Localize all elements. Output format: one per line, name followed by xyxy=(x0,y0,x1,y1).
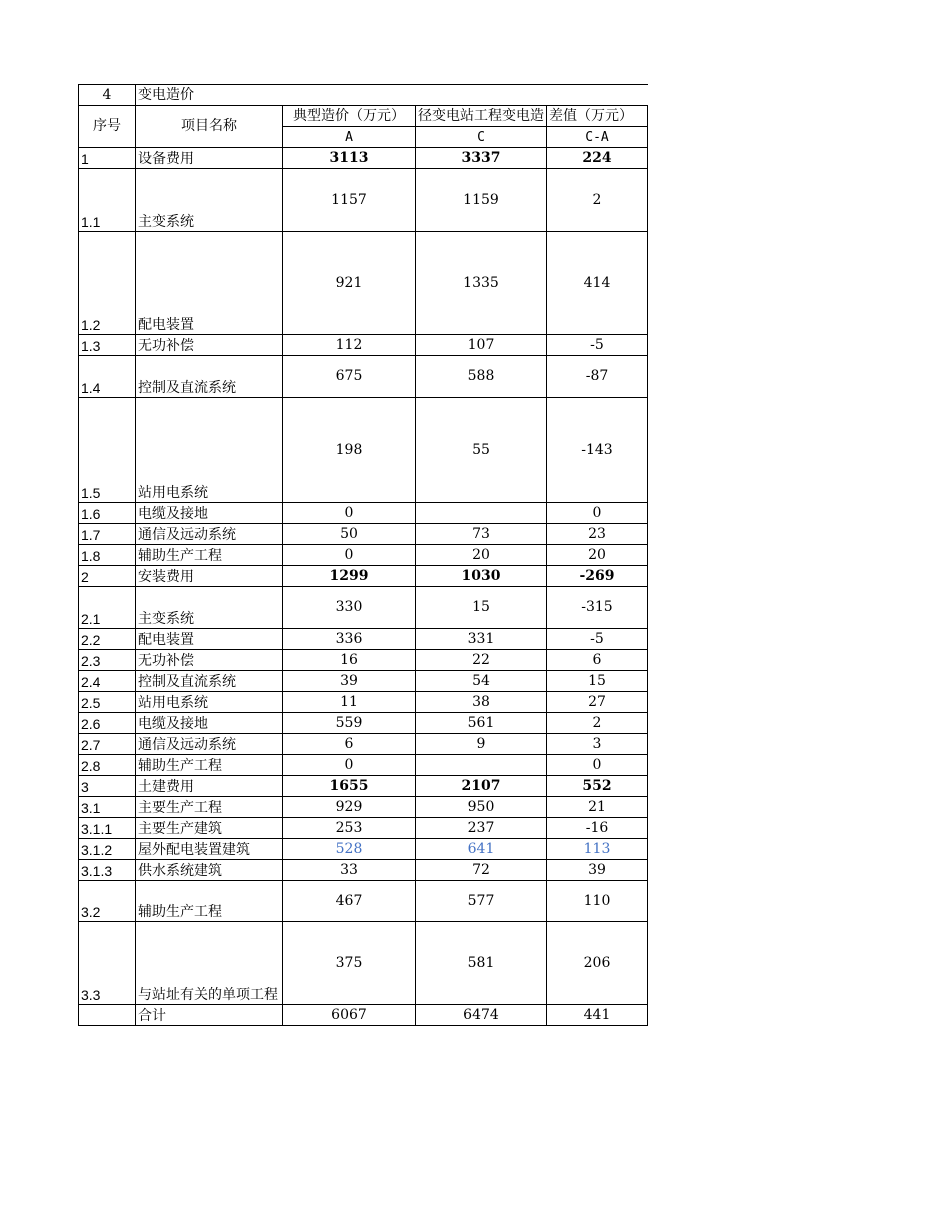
row-value-c: 1030 xyxy=(416,566,547,587)
row-seq: 2 xyxy=(79,566,136,587)
row-seq xyxy=(79,1005,136,1026)
row-value-diff: 0 xyxy=(547,503,648,524)
row-value-c: 2107 xyxy=(416,776,547,797)
row-seq: 1.1 xyxy=(79,169,136,232)
row-seq: 1.8 xyxy=(79,545,136,566)
table-row xyxy=(79,587,648,629)
row-seq: 2.5 xyxy=(79,692,136,713)
row-value-c: 581 xyxy=(416,922,547,1005)
row-value-diff: -269 xyxy=(547,566,648,587)
row-name: 电缆及接地 xyxy=(136,503,283,524)
row-value-c: 9 xyxy=(416,734,547,755)
row-name: 主变系统 xyxy=(136,587,283,629)
section-title-row xyxy=(79,85,648,106)
row-value-c: 588 xyxy=(416,356,547,398)
row-value-a: 50 xyxy=(283,524,416,545)
row-seq: 1.4 xyxy=(79,356,136,398)
row-value-diff: 21 xyxy=(547,797,648,818)
table-row xyxy=(79,671,648,692)
header-sub-diff: C-A xyxy=(547,127,648,148)
row-value-c: 3337 xyxy=(416,148,547,169)
header-seq: 序号 xyxy=(79,106,136,148)
row-value-diff: 0 xyxy=(547,755,648,776)
table-row xyxy=(79,148,648,169)
row-seq: 2.4 xyxy=(79,671,136,692)
row-name: 辅助生产工程 xyxy=(136,545,283,566)
row-seq: 1.5 xyxy=(79,398,136,503)
row-name: 主要生产工程 xyxy=(136,797,283,818)
table-row xyxy=(79,839,648,860)
row-value-a: 929 xyxy=(283,797,416,818)
row-seq: 3.1 xyxy=(79,797,136,818)
row-value-c: 6474 xyxy=(416,1005,547,1026)
section-title: 变电造价 xyxy=(136,85,283,106)
row-value-a: 16 xyxy=(283,650,416,671)
row-seq: 2.6 xyxy=(79,713,136,734)
header-col-c: 径变电站工程变电造 xyxy=(416,106,547,127)
row-value-c: 54 xyxy=(416,671,547,692)
row-seq: 3.2 xyxy=(79,881,136,922)
cost-comparison-table xyxy=(78,84,648,1026)
row-seq: 1.2 xyxy=(79,232,136,335)
table-row xyxy=(79,922,648,1005)
row-value-diff: 414 xyxy=(547,232,648,335)
row-value-c: 577 xyxy=(416,881,547,922)
row-value-c: 950 xyxy=(416,797,547,818)
row-value-c: 1159 xyxy=(416,169,547,232)
row-value-diff: -16 xyxy=(547,818,648,839)
table-row xyxy=(79,881,648,922)
table-row xyxy=(79,734,648,755)
row-name: 屋外配电装置建筑 xyxy=(136,839,283,860)
row-value-a: 198 xyxy=(283,398,416,503)
row-name: 控制及直流系统 xyxy=(136,671,283,692)
row-value-diff: 206 xyxy=(547,922,648,1005)
table-row xyxy=(79,545,648,566)
header-col-diff: 差值（万元） xyxy=(547,106,648,127)
table-row xyxy=(79,797,648,818)
row-seq: 1.7 xyxy=(79,524,136,545)
row-value-a: 1157 xyxy=(283,169,416,232)
row-name: 无功补偿 xyxy=(136,335,283,356)
row-value-diff: 552 xyxy=(547,776,648,797)
row-seq: 1.3 xyxy=(79,335,136,356)
table-row xyxy=(79,566,648,587)
row-seq: 2.7 xyxy=(79,734,136,755)
row-value-c: 561 xyxy=(416,713,547,734)
row-value-a: 0 xyxy=(283,503,416,524)
row-value-a: 0 xyxy=(283,755,416,776)
row-value-diff: -5 xyxy=(547,335,648,356)
row-value-diff: -143 xyxy=(547,398,648,503)
row-value-c: 38 xyxy=(416,692,547,713)
row-seq: 2.2 xyxy=(79,629,136,650)
row-value-c: 331 xyxy=(416,629,547,650)
header-row xyxy=(79,106,648,127)
row-value-diff: 113 xyxy=(547,839,648,860)
row-value-a: 6 xyxy=(283,734,416,755)
table-row xyxy=(79,629,648,650)
row-value-diff: 20 xyxy=(547,545,648,566)
row-seq: 2.3 xyxy=(79,650,136,671)
row-name: 配电装置 xyxy=(136,629,283,650)
row-value-a: 330 xyxy=(283,587,416,629)
row-value-diff: -315 xyxy=(547,587,648,629)
row-value-c: 15 xyxy=(416,587,547,629)
row-name: 通信及远动系统 xyxy=(136,734,283,755)
row-value-a: 375 xyxy=(283,922,416,1005)
row-name: 通信及远动系统 xyxy=(136,524,283,545)
header-col-a: 典型造价（万元） xyxy=(283,106,416,127)
row-seq: 3.3 xyxy=(79,922,136,1005)
row-value-a: 336 xyxy=(283,629,416,650)
row-name: 供水系统建筑 xyxy=(136,860,283,881)
header-sub-c: C xyxy=(416,127,547,148)
row-value-diff: 3 xyxy=(547,734,648,755)
section-number: 4 xyxy=(79,85,136,106)
row-value-a: 11 xyxy=(283,692,416,713)
row-value-c: 641 xyxy=(416,839,547,860)
table-row xyxy=(79,713,648,734)
row-name: 站用电系统 xyxy=(136,398,283,503)
row-value-diff: 39 xyxy=(547,860,648,881)
row-value-diff: 27 xyxy=(547,692,648,713)
row-value-a: 3113 xyxy=(283,148,416,169)
table-row xyxy=(79,398,648,503)
row-value-a: 467 xyxy=(283,881,416,922)
row-name: 主要生产建筑 xyxy=(136,818,283,839)
table-row xyxy=(79,1005,648,1026)
row-value-a: 1655 xyxy=(283,776,416,797)
row-value-diff: -5 xyxy=(547,629,648,650)
row-name: 控制及直流系统 xyxy=(136,356,283,398)
row-value-c xyxy=(416,755,547,776)
row-name: 设备费用 xyxy=(136,148,283,169)
row-value-c: 107 xyxy=(416,335,547,356)
row-value-c: 73 xyxy=(416,524,547,545)
header-sub-a: A xyxy=(283,127,416,148)
row-value-a: 33 xyxy=(283,860,416,881)
row-value-c: 20 xyxy=(416,545,547,566)
row-value-a: 39 xyxy=(283,671,416,692)
row-value-a: 6067 xyxy=(283,1005,416,1026)
row-seq: 3.1.1 xyxy=(79,818,136,839)
row-name: 辅助生产工程 xyxy=(136,881,283,922)
row-name: 辅助生产工程 xyxy=(136,755,283,776)
row-seq: 3.1.3 xyxy=(79,860,136,881)
row-value-a: 559 xyxy=(283,713,416,734)
row-value-diff: 2 xyxy=(547,169,648,232)
table-row xyxy=(79,232,648,335)
row-value-a: 1299 xyxy=(283,566,416,587)
row-name: 土建费用 xyxy=(136,776,283,797)
table-row xyxy=(79,692,648,713)
row-name: 站用电系统 xyxy=(136,692,283,713)
row-name: 与站址有关的单项工程 xyxy=(136,922,283,1005)
table-row xyxy=(79,524,648,545)
table-row xyxy=(79,776,648,797)
row-value-diff: 110 xyxy=(547,881,648,922)
row-seq: 3.1.2 xyxy=(79,839,136,860)
row-value-a: 528 xyxy=(283,839,416,860)
row-value-a: 921 xyxy=(283,232,416,335)
table-row xyxy=(79,860,648,881)
row-value-c: 237 xyxy=(416,818,547,839)
row-value-diff: 15 xyxy=(547,671,648,692)
row-value-c: 55 xyxy=(416,398,547,503)
row-seq: 1.6 xyxy=(79,503,136,524)
table-row xyxy=(79,755,648,776)
table-row xyxy=(79,169,648,232)
row-value-c xyxy=(416,503,547,524)
row-value-diff: 6 xyxy=(547,650,648,671)
row-name: 电缆及接地 xyxy=(136,713,283,734)
row-seq: 3 xyxy=(79,776,136,797)
row-seq: 2.8 xyxy=(79,755,136,776)
row-value-a: 0 xyxy=(283,545,416,566)
table-row xyxy=(79,335,648,356)
row-name: 无功补偿 xyxy=(136,650,283,671)
row-value-a: 112 xyxy=(283,335,416,356)
table-row xyxy=(79,356,648,398)
row-name: 合计 xyxy=(136,1005,283,1026)
row-name: 主变系统 xyxy=(136,169,283,232)
row-name: 配电装置 xyxy=(136,232,283,335)
row-seq: 2.1 xyxy=(79,587,136,629)
row-value-diff: 441 xyxy=(547,1005,648,1026)
row-value-a: 675 xyxy=(283,356,416,398)
row-value-diff: -87 xyxy=(547,356,648,398)
table-row xyxy=(79,818,648,839)
header-name: 项目名称 xyxy=(136,106,283,148)
row-value-a: 253 xyxy=(283,818,416,839)
row-value-c: 22 xyxy=(416,650,547,671)
row-value-c: 1335 xyxy=(416,232,547,335)
row-value-diff: 2 xyxy=(547,713,648,734)
row-seq: 1 xyxy=(79,148,136,169)
row-value-diff: 23 xyxy=(547,524,648,545)
row-value-diff: 224 xyxy=(547,148,648,169)
row-name: 安装费用 xyxy=(136,566,283,587)
table-row xyxy=(79,503,648,524)
table-row xyxy=(79,650,648,671)
row-value-c: 72 xyxy=(416,860,547,881)
